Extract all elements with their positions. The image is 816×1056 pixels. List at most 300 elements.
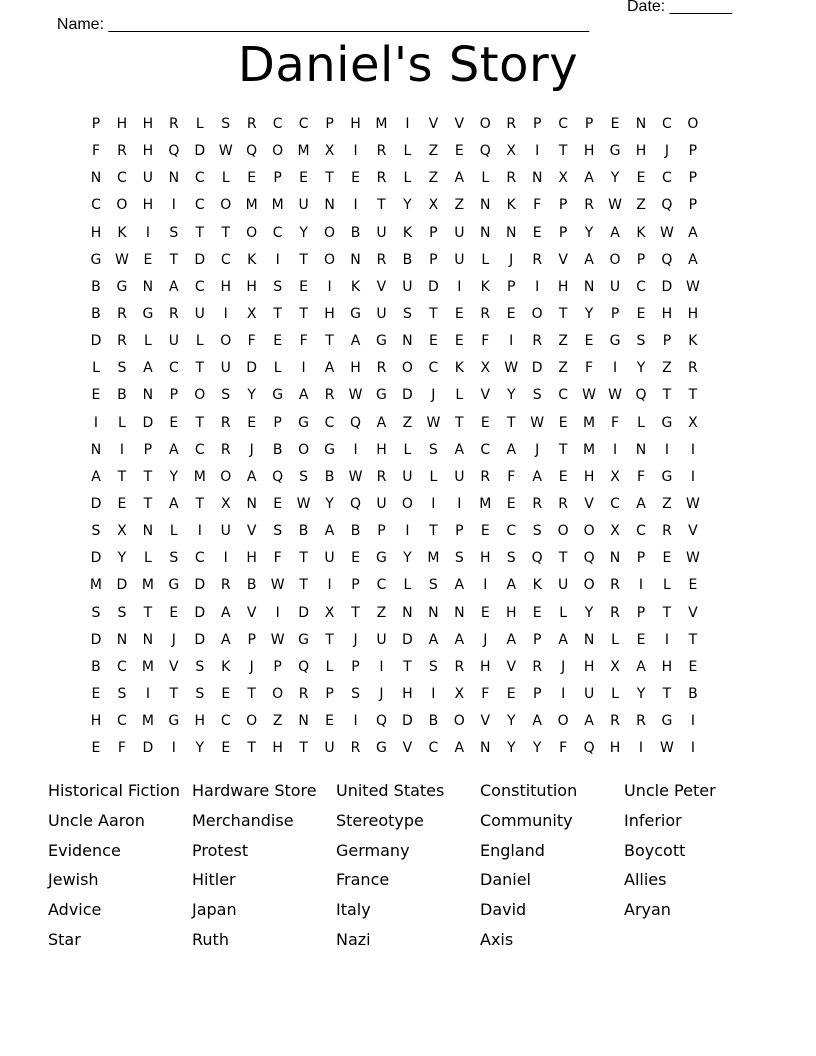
grid-letter: D [142, 414, 154, 431]
grid-letter: W [270, 577, 285, 594]
grid-letter: A [506, 631, 517, 648]
grid-letter: O [272, 143, 284, 160]
grid-letter: I [561, 685, 566, 702]
grid-letter: I [171, 740, 176, 757]
grid-row [83, 301, 734, 328]
grid-letter: M [479, 495, 492, 512]
word-list-item: England [480, 840, 545, 860]
grid-letter: E [610, 116, 620, 132]
grid-letter: E [143, 251, 153, 268]
grid-letter: S [273, 523, 283, 540]
grid-letter: M [245, 197, 258, 214]
grid-letter: I [353, 713, 358, 730]
grid-letter: F [481, 333, 490, 350]
grid-letter: P [610, 305, 620, 322]
grid-row [83, 681, 734, 708]
grid-letter: D [142, 740, 154, 757]
grid-letter: O [272, 685, 284, 702]
grid-letter: I [690, 441, 695, 458]
grid-letter: W [426, 414, 441, 431]
grid-letter: J [379, 685, 384, 702]
grid-letter: E [169, 604, 179, 621]
grid-letter: S [221, 387, 231, 404]
grid-letter: N [168, 170, 180, 187]
grid-letter: G [609, 333, 621, 350]
grid-letter: L [143, 550, 152, 567]
word-list-item: Ruth [192, 929, 229, 949]
grid-letter: C [194, 441, 205, 458]
word-list-item: Star [48, 929, 81, 949]
grid-letter: H [376, 441, 387, 458]
grid-letter: B [324, 468, 335, 485]
grid-letter: Q [168, 143, 180, 160]
grid-letter: C [610, 495, 620, 512]
grid-letter: W [296, 495, 311, 512]
grid-letter: T [169, 251, 179, 268]
grid-letter: C [117, 713, 127, 730]
grid-letter: N [90, 170, 102, 187]
grid-letter: E [506, 305, 516, 322]
grid-letter: Y [584, 224, 594, 241]
grid-letter: T [195, 360, 205, 377]
grid-letter: D [531, 360, 543, 377]
grid-letter: N [402, 604, 413, 621]
grid-letter: N [635, 116, 647, 132]
grid-letter: A [584, 170, 594, 187]
grid-letter: S [454, 550, 464, 567]
grid-letter: A [532, 468, 542, 485]
grid-letter: L [559, 604, 568, 621]
grid-row [83, 274, 734, 301]
word-list-item: Advice [48, 900, 102, 920]
grid-letter: H [116, 116, 128, 132]
grid-letter: J [249, 658, 254, 675]
grid-letter: P [455, 523, 464, 540]
grid-letter: T [325, 631, 334, 648]
grid-letter: Y [506, 740, 516, 757]
grid-letter: Z [662, 360, 672, 377]
word-list-item: Inferior [624, 810, 682, 830]
grid-row [83, 410, 734, 437]
grid-letter: D [116, 577, 128, 594]
grid-letter: V [480, 713, 491, 730]
grid-letter: S [169, 224, 179, 241]
grid-letter: T [299, 251, 308, 268]
grid-letter: R [117, 305, 127, 322]
grid-letter: H [687, 305, 699, 322]
puzzle-title: Daniel's Story [237, 37, 579, 93]
grid-letter: E [454, 143, 464, 160]
grid-letter: I [612, 360, 618, 377]
grid-letter: E [480, 414, 490, 431]
grid-letter: X [324, 143, 335, 160]
grid-letter: O [324, 251, 336, 268]
grid-letter: E [688, 577, 698, 594]
grid-letter: W [685, 495, 700, 512]
grid-letter: I [638, 740, 644, 757]
grid-letter: G [609, 143, 621, 160]
grid-letter: G [350, 305, 361, 322]
grid-letter: S [428, 441, 438, 458]
grid-row [83, 328, 734, 355]
grid-letter: A [688, 251, 698, 268]
grid-letter: C [91, 197, 101, 214]
grid-letter: H [505, 604, 517, 621]
grid-letter: P [273, 414, 282, 431]
grid-letter: T [662, 604, 672, 621]
grid-letter: B [350, 523, 361, 540]
grid-letter: T [662, 387, 672, 404]
grid-letter: P [688, 170, 698, 187]
grid-letter: M [193, 468, 206, 485]
grid-letter: G [142, 305, 154, 322]
word-list-item: Jewish [48, 870, 99, 890]
word-list-item: Evidence [48, 840, 121, 860]
grid-letter: V [584, 495, 594, 512]
grid-letter: O [583, 577, 595, 594]
grid-letter: H [350, 360, 361, 377]
grid-letter: E [299, 170, 309, 187]
grid-letter: S [273, 278, 283, 295]
grid-letter: I [483, 577, 488, 594]
grid-letter: T [403, 658, 412, 675]
grid-letter: C [662, 170, 672, 187]
grid-letter: U [376, 224, 387, 241]
grid-letter: O [246, 713, 258, 730]
grid-letter: T [325, 170, 334, 187]
grid-letter: L [325, 658, 334, 675]
grid-letter: M [297, 143, 310, 160]
grid-letter: L [143, 333, 152, 350]
grid-letter: G [376, 550, 387, 567]
grid-letter: A [610, 224, 620, 241]
grid-letter: E [91, 685, 101, 702]
grid-letter: L [637, 414, 645, 431]
grid-letter: U [324, 550, 335, 567]
grid-letter: I [431, 685, 436, 702]
word-list-item: Japan [192, 900, 237, 920]
grid-letter: H [272, 740, 283, 757]
grid-letter: W [660, 740, 674, 757]
grid-letter: U [609, 278, 621, 295]
grid-letter: T [429, 523, 438, 540]
grid-letter: U [376, 305, 387, 322]
grid-letter: E [221, 740, 231, 757]
grid-letter: T [662, 685, 672, 702]
grid-letter: T [273, 305, 282, 322]
grid-letter: V [480, 387, 491, 404]
grid-letter: N [635, 441, 647, 458]
grid-letter: T [299, 305, 308, 322]
grid-letter: S [117, 685, 127, 702]
grid-letter: W [582, 387, 596, 404]
grid-letter: F [481, 685, 490, 702]
grid-letter: B [272, 441, 283, 458]
grid-letter: W [685, 278, 700, 295]
grid-letter: K [402, 224, 412, 241]
grid-letter: M [89, 577, 103, 594]
grid-letter: E [91, 387, 101, 404]
grid-letter: B [117, 387, 127, 404]
grid-letter: N [324, 197, 335, 214]
grid-letter: T [221, 224, 231, 241]
grid-letter: I [405, 523, 410, 540]
grid-letter: A [169, 495, 179, 512]
grid-letter: A [506, 577, 517, 594]
grid-letter: N [142, 278, 154, 295]
grid-letter: K [636, 224, 646, 241]
grid-letter: Q [349, 495, 362, 512]
grid-letter: N [583, 278, 595, 295]
grid-letter: U [402, 468, 413, 485]
grid-letter: A [584, 713, 594, 730]
grid-letter: S [117, 604, 127, 621]
grid-letter: O [298, 441, 310, 458]
grid-letter: H [480, 658, 491, 675]
grid-letter: I [223, 305, 228, 322]
grid-letter: N [142, 387, 154, 404]
grid-letter: A [298, 387, 309, 404]
grid-letter: E [221, 685, 231, 702]
grid-letter: Z [558, 360, 568, 377]
grid-letter: A [169, 278, 179, 295]
grid-letter: I [353, 441, 358, 458]
grid-letter: C [194, 278, 205, 295]
word-list-item: United States [336, 781, 445, 800]
grid-letter: D [194, 577, 206, 594]
grid-letter: Z [662, 495, 672, 512]
grid-letter: Y [299, 224, 308, 241]
grid-letter: Q [375, 713, 387, 730]
grid-letter: R [610, 604, 620, 621]
grid-letter: K [221, 658, 231, 675]
grid-letter: I [145, 685, 150, 702]
grid-letter: H [90, 224, 102, 241]
grid-letter: Q [531, 550, 543, 567]
grid-letter: G [376, 740, 387, 757]
word-list-item: Axis [480, 929, 514, 949]
grid-letter: Y [117, 550, 127, 567]
grid-row [83, 627, 734, 654]
grid-row [83, 654, 734, 681]
grid-letter: R [584, 197, 594, 214]
grid-letter: T [558, 305, 568, 322]
grid-letter: O [401, 360, 413, 377]
grid-letter: U [220, 523, 231, 540]
grid-letter: F [91, 143, 100, 160]
grid-letter: A [454, 170, 465, 187]
grid-letter: P [532, 685, 542, 702]
grid-letter: N [454, 604, 465, 621]
grid-letter: U [454, 251, 465, 268]
grid-letter: C [272, 116, 283, 132]
grid-letter: O [246, 224, 258, 241]
grid-letter: R [558, 495, 568, 512]
grid-letter: T [558, 550, 568, 567]
grid-letter: F [533, 197, 542, 214]
grid-letter: H [661, 305, 673, 322]
grid-letter: X [610, 523, 620, 540]
grid-letter: D [402, 387, 413, 404]
grid-letter: P [636, 251, 646, 268]
grid-letter: O [531, 305, 543, 322]
grid-letter: A [454, 441, 465, 458]
grid-letter: Y [584, 305, 594, 322]
grid-letter: R [350, 740, 361, 757]
word-list-item: Allies [624, 870, 667, 890]
grid-letter: J [535, 441, 540, 458]
grid-letter: T [455, 414, 464, 431]
grid-letter: H [246, 550, 257, 567]
grid-letter: K [688, 333, 698, 350]
grid-letter: X [454, 685, 465, 702]
grid-letter: I [509, 333, 514, 350]
grid-letter: J [483, 631, 488, 648]
grid-letter: V [506, 658, 517, 675]
grid-letter: I [223, 550, 228, 567]
grid-letter: T [688, 631, 698, 648]
grid-letter: C [506, 523, 517, 540]
grid-letter: E [558, 468, 568, 485]
grid-letter: E [169, 414, 179, 431]
grid-letter: D [90, 631, 102, 648]
grid-letter: L [273, 360, 282, 377]
grid-letter: W [270, 631, 285, 648]
grid-letter: X [558, 170, 568, 187]
grid-row [83, 464, 734, 491]
grid-letter: O [220, 197, 232, 214]
grid-letter: D [194, 251, 206, 268]
grid-letter: H [583, 468, 595, 485]
grid-letter: A [324, 360, 335, 377]
grid-letter: I [301, 360, 306, 377]
grid-letter: S [299, 468, 309, 485]
word-list-item: Italy [336, 900, 371, 920]
grid-letter: E [247, 170, 257, 187]
grid-letter: C [298, 116, 309, 132]
grid-letter: Q [298, 658, 310, 675]
grid-letter: F [273, 550, 282, 567]
grid-letter: U [454, 468, 465, 485]
grid-letter: A [376, 414, 387, 431]
word-list-item: David [480, 900, 527, 920]
grid-letter: E [636, 631, 646, 648]
grid-letter: T [195, 224, 205, 241]
grid-letter: A [532, 713, 542, 730]
grid-letter: E [636, 305, 646, 322]
word-list-item: Historical Fiction [48, 781, 180, 800]
grid-letter: V [246, 604, 257, 621]
grid-letter: I [431, 495, 436, 512]
grid-letter: U [583, 685, 595, 702]
grid-letter: X [610, 468, 620, 485]
grid-letter: C [220, 251, 231, 268]
word-list-item: Community [480, 810, 573, 830]
grid-letter: P [273, 658, 282, 675]
grid-letter: S [91, 604, 101, 621]
grid-letter: U [168, 333, 179, 350]
grid-letter: N [116, 631, 128, 648]
grid-letter: X [324, 604, 335, 621]
grid-letter: G [661, 713, 673, 730]
grid-letter: H [142, 116, 154, 132]
grid-letter: D [402, 631, 413, 648]
grid-letter: I [327, 577, 332, 594]
grid-letter: E [480, 523, 490, 540]
grid-letter: S [428, 577, 438, 594]
grid-letter: B [298, 523, 309, 540]
grid-letter: L [481, 170, 490, 187]
grid-letter: T [247, 740, 256, 757]
grid-letter: V [169, 658, 179, 675]
grid-letter: A [220, 631, 231, 648]
grid-letter: O [687, 116, 699, 132]
grid-letter: Y [169, 468, 179, 485]
grid-letter: M [583, 414, 596, 431]
grid-letter: T [429, 305, 438, 322]
word-list-item: Hitler [192, 870, 236, 890]
grid-letter: J [249, 441, 254, 458]
grid-letter: R [506, 116, 517, 132]
word-list-item: Aryan [624, 900, 671, 920]
grid-letter: H [480, 550, 491, 567]
grid-letter: B [246, 577, 257, 594]
grid-letter: G [376, 333, 387, 350]
grid-letter: C [194, 550, 205, 567]
grid-letter: I [353, 197, 358, 214]
grid-letter: L [611, 685, 619, 702]
word-list-item: Merchandise [192, 810, 294, 830]
grid-letter: P [688, 197, 698, 214]
grid-letter: A [454, 577, 465, 594]
grid-letter: K [350, 278, 361, 295]
grid-letter: W [530, 414, 545, 431]
grid-letter: R [480, 305, 491, 322]
grid-letter: H [324, 305, 335, 322]
grid-letter: W [348, 468, 363, 485]
word-list-item: Stereotype [336, 810, 424, 830]
grid-letter: T [299, 577, 308, 594]
grid-letter: E [117, 495, 127, 512]
grid-letter: D [194, 604, 206, 621]
grid-letter: X [428, 197, 439, 214]
grid-letter: W [115, 251, 129, 268]
grid-letter: M [141, 658, 154, 675]
grid-letter: Y [584, 604, 594, 621]
grid-letter: C [662, 116, 672, 132]
grid-letter: A [169, 441, 179, 458]
grid-letter: B [428, 713, 439, 730]
grid-row [83, 708, 734, 735]
grid-letter: R [376, 360, 387, 377]
grid-letter: Z [558, 333, 568, 350]
grid-letter: L [455, 387, 464, 404]
grid-letter: P [325, 685, 334, 702]
grid-letter: D [90, 550, 102, 567]
grid-letter: R [324, 387, 335, 404]
grid-letter: T [117, 468, 127, 485]
grid-letter: A [636, 658, 646, 675]
grid-letter: F [299, 333, 308, 350]
grid-letter: E [299, 278, 309, 295]
grid-letter: P [688, 143, 698, 160]
grid-letter: Z [402, 414, 413, 431]
grid-letter: D [661, 278, 673, 295]
grid-letter: U [324, 740, 335, 757]
grid-letter: I [535, 143, 540, 160]
grid-letter: Z [636, 197, 646, 214]
grid-letter: W [348, 387, 363, 404]
